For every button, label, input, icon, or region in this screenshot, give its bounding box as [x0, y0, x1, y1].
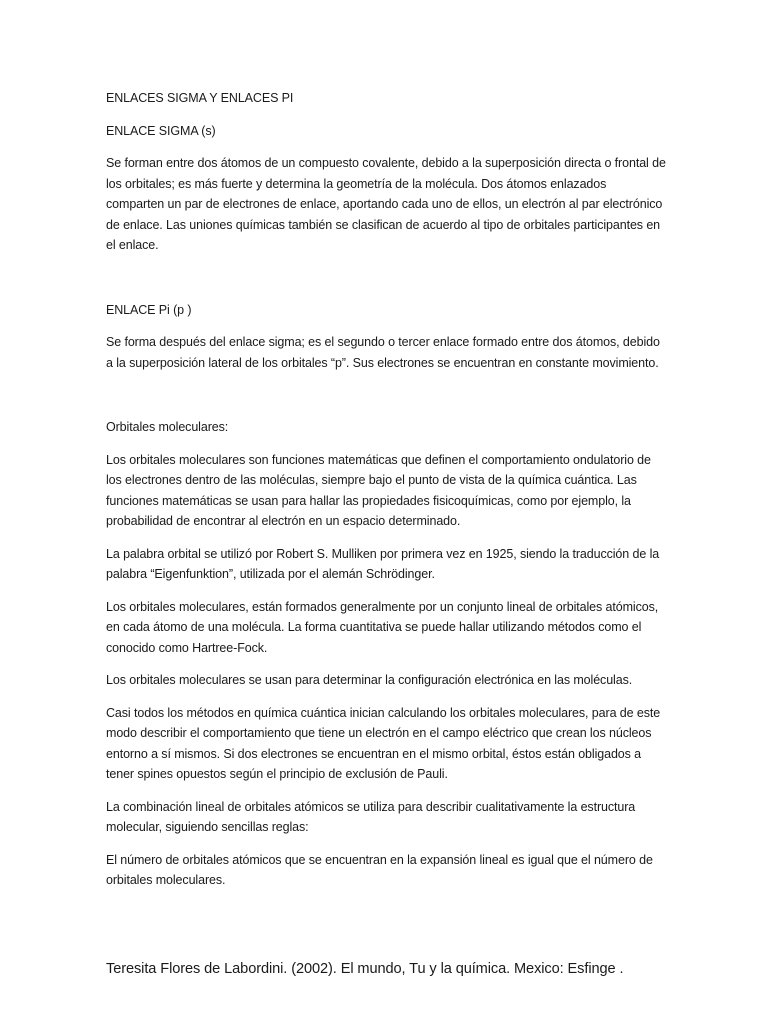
document-body: [106, 88, 666, 903]
orbitals-paragraph-5: Casi todos los métodos en química cuántica inician calculando los orbitales moleculares, para de este modo describir el comportamiento que tiene un electrón en el campo eléctrico que crean los núcleos entorno a sí mismos. Si dos electrones se encuentran en el mismo orbital, éstos están obligados a tener spines opuestos según el principio de exclusión de Pauli.: [106, 705, 661, 781]
orbitals-paragraph-1: Los orbitales moleculares son funciones matemáticas que definen el comportamiento ondulatorio de los electrones dentro de las moléculas, siempre bajo el punto de vista de la química cuántica. Las funciones matemáticas se usan para hallar las propiedades fisicoquímicas, como por ejemplo, la probabilidad de encontrar al electrón en un espacio determinado.: [106, 452, 651, 528]
sigma-heading: ENLACE SIGMA (s): [106, 123, 216, 138]
orbitals-paragraph-6: La combinación lineal de orbitales atómicos se utiliza para describir cualitativamente la estructura molecular, siguiendo sencillas reglas:: [106, 799, 636, 834]
pi-paragraph: Se forma después del enlace sigma; es el segundo o tercer enlace formado entre dos átomos, debido a la superposición lateral de los orbitales “p”. Sus electrones se encuentran en constante movimiento.: [106, 335, 660, 370]
orbitals-paragraph-7: El número de orbitales atómicos que se encuentran en la expansión lineal es igual que el número de orbitales moleculares.: [106, 852, 653, 887]
citation: Teresita Flores de Labordini. (2002). El mundo, Tu y la química. Mexico: Esfinge .: [106, 961, 624, 977]
sigma-paragraph: Se forman entre dos átomos de un compuesto covalente, debido a la superposición directa o frontal de los orbitales; es más fuerte y determina la geometría de la molécula. Dos átomos enlazados comparten un par de electrones de enlace, aportando cada uno de ellos, un electrón al par electrónico de enlace. Las uniones químicas también se clasifican de acuerdo al tipo de orbitales participantes en el enlace.: [106, 156, 666, 252]
pi-heading: ENLACE Pi (p ): [106, 302, 192, 317]
orbitals-heading: Orbitales moleculares:: [106, 420, 229, 434]
orbitals-paragraph-2: La palabra orbital se utilizó por Robert S. Mulliken por primera vez en 1925, siendo la traducción de la palabra “Eigenfunktion”, utilizada por el alemán Schrödinger.: [106, 546, 660, 581]
document-title: ENLACES SIGMA Y ENLACES PI: [106, 91, 294, 105]
orbitals-paragraph-3: Los orbitales moleculares, están formados generalmente por un conjunto lineal de orbitales atómicos, en cada átomo de una molécula. La forma cuantitativa se puede hallar utilizando métodos como el conocido como Hartree-Fock.: [106, 599, 659, 655]
orbitals-paragraph-4: Los orbitales moleculares se usan para determinar la configuración electrónica en las moléculas.: [106, 673, 633, 687]
